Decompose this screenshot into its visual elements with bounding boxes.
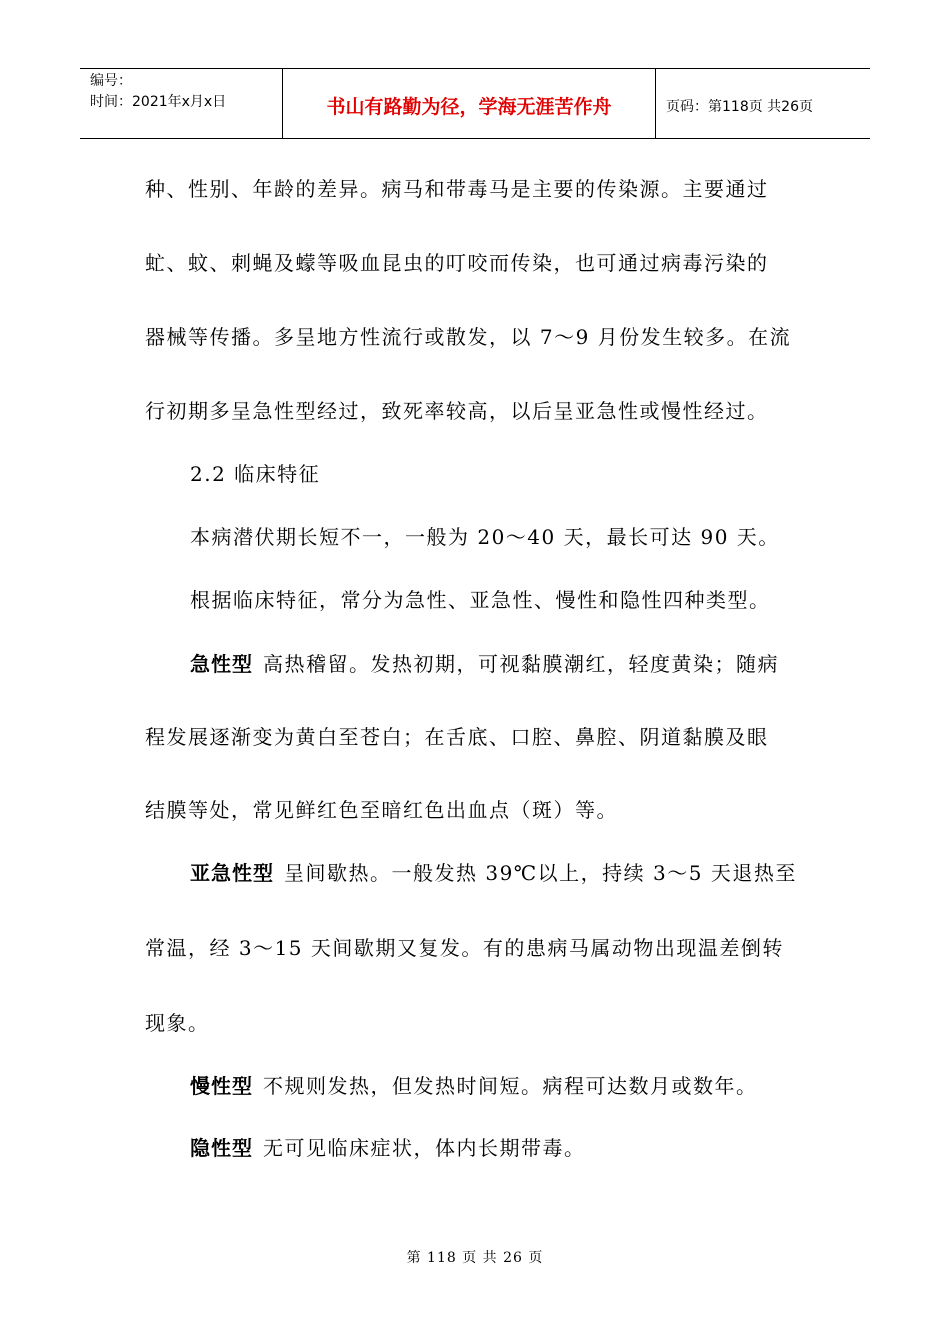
- acute-type-paragraph: [190, 648, 850, 677]
- paragraph-line: 虻、蚊、刺蝇及蠓等吸血昆虫的叮咬而传染，也可通过病毒污染的: [145, 251, 769, 275]
- document-date: 时间：2021年x月x日: [90, 94, 227, 110]
- header-motto: 书山有路勤为径，学海无涯苦作舟: [283, 69, 656, 138]
- header-meta-cell: [80, 69, 283, 138]
- document-header: [80, 68, 870, 139]
- page-footer: 第 118 页 共 26 页: [406, 1250, 544, 1266]
- subacute-type-term: 亚急性型: [190, 861, 274, 885]
- acute-type-term: 急性型: [190, 652, 253, 676]
- chronic-type-text: 不规则发热，但发热时间短。病程可达数月或数年。: [263, 1074, 758, 1098]
- paragraph-line: 现象。: [145, 1011, 210, 1035]
- header-page-info: 页码：第118页 共26页: [666, 98, 813, 115]
- section-heading: 2.2 临床特征: [190, 462, 321, 486]
- paragraph-line: 种、性别、年龄的差异。病马和带毒马是主要的传染源。主要通过: [145, 177, 769, 201]
- document-number: 编号：: [90, 73, 132, 89]
- subacute-type-text: 呈间歇热。一般发热 39℃以上，持续 3～5 天退热至: [284, 861, 797, 885]
- subacute-type-paragraph: [190, 857, 850, 886]
- paragraph-line: 器械等传播。多呈地方性流行或散发，以 7～9 月份发生较多。在流: [145, 325, 792, 349]
- chronic-type-term: 慢性型: [190, 1074, 253, 1098]
- paragraph-line: 结膜等处，常见鲜红色至暗红色出血点（斑）等。: [145, 798, 618, 822]
- acute-type-text: 高热稽留。发热初期，可视黏膜潮红，轻度黄染；随病: [263, 652, 779, 676]
- latent-type-text: 无可见临床症状，体内长期带毒。: [263, 1136, 586, 1160]
- paragraph-line: 根据临床特征，常分为急性、亚急性、慢性和隐性四种类型。: [190, 588, 771, 612]
- paragraph-line: 本病潜伏期长短不一，一般为 20～40 天，最长可达 90 天。: [190, 525, 780, 549]
- paragraph-line: 常温，经 3～15 天间歇期又复发。有的患病马属动物出现温差倒转: [145, 936, 784, 960]
- latent-type-term: 隐性型: [190, 1136, 253, 1160]
- chronic-type-paragraph: [190, 1070, 850, 1099]
- paragraph-line: 程发展逐渐变为黄白至苍白；在舌底、口腔、鼻腔、阴道黏膜及眼: [145, 725, 769, 749]
- paragraph-line: 行初期多呈急性型经过，致死率较高，以后呈亚急性或慢性经过。: [145, 399, 769, 423]
- latent-type-paragraph: [190, 1132, 850, 1161]
